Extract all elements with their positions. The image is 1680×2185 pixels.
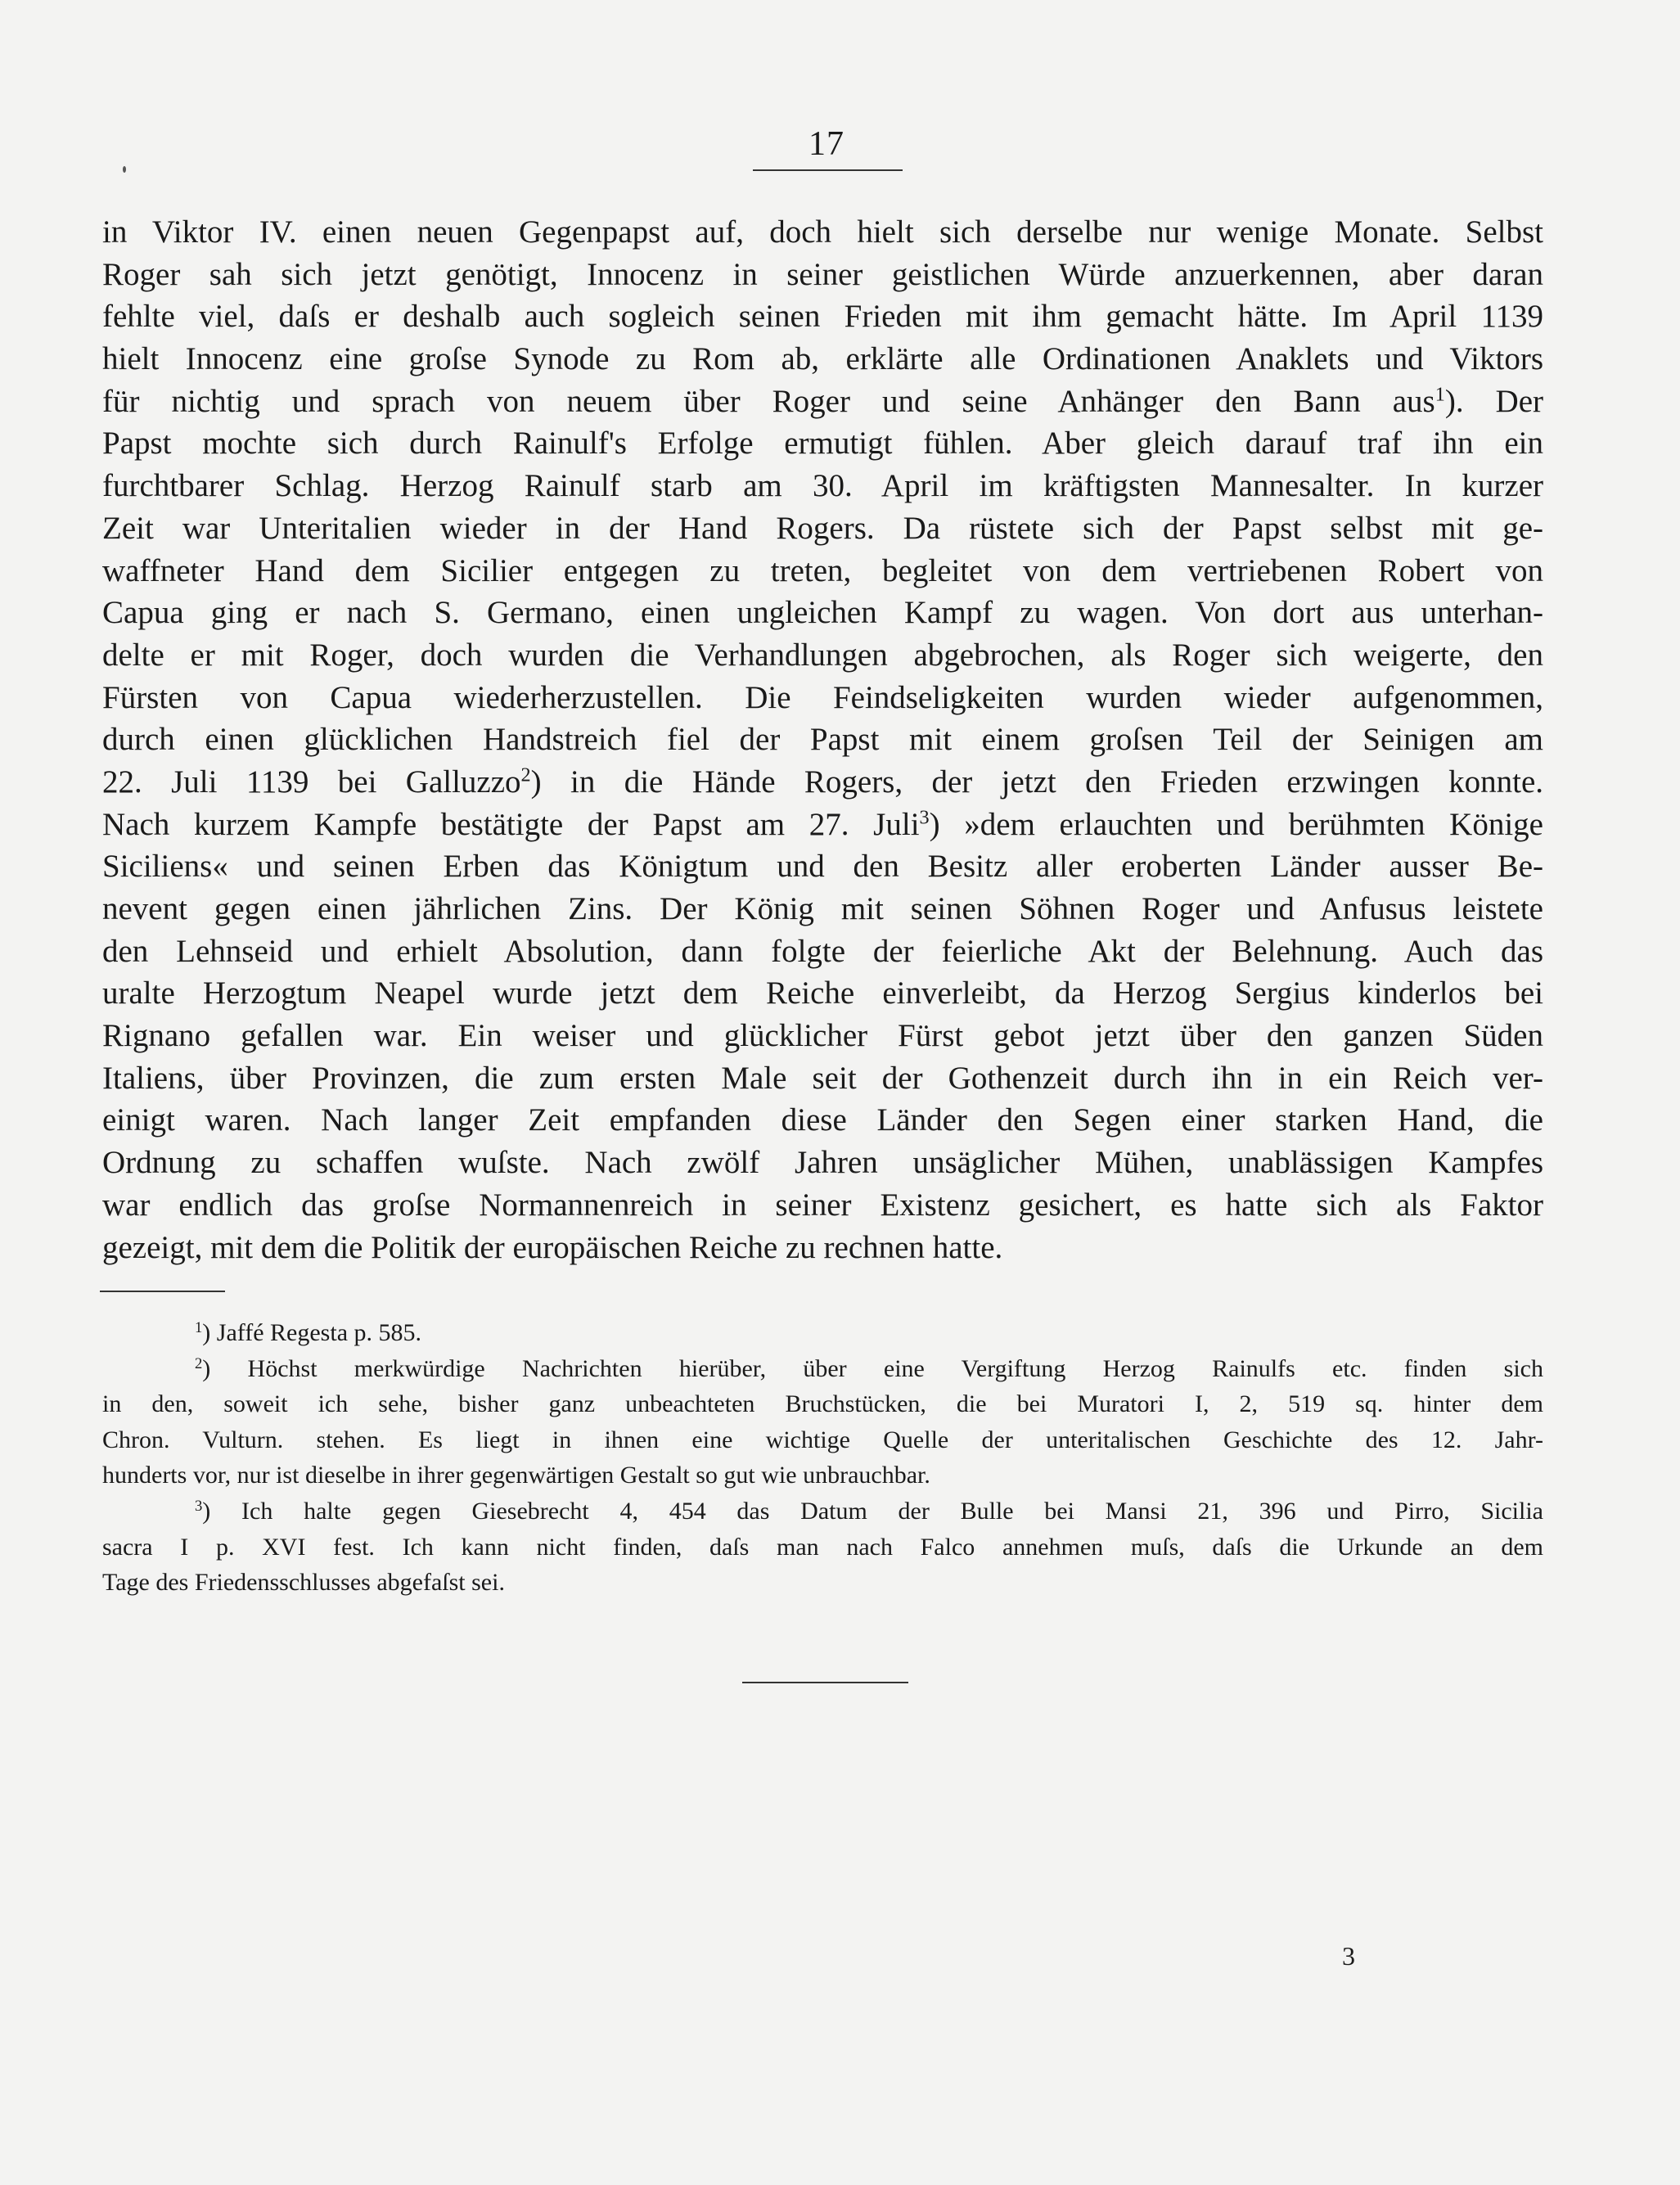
footnote-line: hunderts vor, nur ist dieselbe in ihrer gegenwärtigen Gestalt so gut wie unbrauchbar.: [102, 1462, 930, 1489]
text-line: Zeit war Unteritalien wieder in der Hand Rogers. Da rüstete sich der Papst selbst mit ge-: [102, 510, 1543, 546]
text-line: Rignano gefallen war. Ein weiser und glücklicher Fürst gebot jetzt über den ganzen Süden: [102, 1018, 1543, 1054]
text-line: hielt Innocenz eine groſse Synode zu Rom ab, erklärte alle Ordinationen Anaklets und Viktors: [102, 341, 1543, 377]
footnote-marker: 3: [195, 1497, 203, 1515]
text-segment: ) »dem erlauchten und berühmten Könige: [929, 806, 1543, 842]
footnote-line: $^2$) Höchst merkwürdige Nachrichten hierüber, über eine Vergiftung Herzog Rainulfs etc. finden sich: [195, 1354, 1543, 1382]
footnote-text: Jaffé Regesta p. 585.: [216, 1319, 422, 1346]
footnote-2: [102, 1351, 1543, 1493]
text-line: nevent gegen einen jährlichen Zins. Der König mit seinen Söhnen Roger und Anfusus leistete: [102, 891, 1543, 926]
text-segment: 22. Juli 1139 bei Galluzzo: [102, 764, 521, 800]
footnote-ref-3[interactable]: 3: [919, 806, 930, 829]
text-line: uralte Herzogtum Neapel wurde jetzt dem Reiche einverleibt, da Herzog Sergius kinderlos bei: [102, 975, 1543, 1011]
text-line: Papst mochte sich durch Rainulf's Erfolge ermutigt fühlen. Aber gleich darauf traf ihn ein: [102, 426, 1543, 462]
text-line: durch einen glücklichen Handstreich fiel der Papst mit einem groſsen Teil der Seinigen am: [102, 722, 1543, 758]
page-number: 17: [808, 125, 845, 163]
text-line: Roger sah sich jetzt genötigt, Innocenz in seiner geistlichen Würde anzuerkennen, aber daran: [102, 256, 1543, 292]
text-line: furchtbarer Schlag. Herzog Rainulf starb am 30. April im kräftigsten Mannesalter. In kurzer: [102, 468, 1543, 504]
footnote-marker: 2: [195, 1354, 203, 1372]
footnote-separator: [100, 1291, 225, 1292]
text-line: fehlte viel, daſs er deshalb auch sogleich seinen Frieden mit ihm gemacht hätte. Im April 1139: [102, 299, 1543, 335]
text-line: Italiens, über Provinzen, die zum ersten Male seit der Gothenzeit durch ihn in ein Reich ver-: [102, 1060, 1543, 1096]
text-line: [102, 761, 1543, 804]
footnote-marker: 1: [195, 1318, 203, 1336]
text-line: einigt waren. Nach langer Zeit empfanden diese Länder den Segen einer starken Hand, die: [102, 1102, 1543, 1138]
footnote-ref-2[interactable]: 2: [520, 764, 531, 786]
footnote-1: [102, 1315, 1543, 1351]
text-segment: ) in die Hände Rogers, der jetzt den Frieden erzwingen konnte.: [530, 764, 1544, 800]
end-rule: [742, 1682, 908, 1683]
text-line: in Viktor IV. einen neuen Gegenpapst auf, doch hielt sich derselbe nur wenige Monate. Selbst: [102, 214, 1543, 250]
text-segment: für nichtig und sprach von neuem über Roger und seine Anhänger den Bann aus: [102, 383, 1435, 419]
footnote-line: $^3$) Ich halte gegen Giesebrecht 4, 454 das Datum der Bulle bei Mansi 21, 396 und Pirro, Sicilia: [195, 1497, 1543, 1525]
header-rule: [753, 169, 903, 171]
footnote-line: Tage des Friedensschlusses abgefaſst sei.: [102, 1569, 505, 1597]
text-line: Fürsten von Capua wiederherzustellen. Die Feindseligkeiten wurden wieder aufgenommen,: [102, 679, 1543, 715]
footnote-line: sacra I p. XVI fest. Ich kann nicht finden, daſs man nach Falco annehmen muſs, daſs die Urkunde an dem: [102, 1533, 1543, 1561]
text-segment: Nach kurzem Kampfe bestätigte der Papst am 27. Juli: [102, 806, 920, 842]
footnote-line: $^1$) Jaffé Regesta p. 585.: [195, 1318, 422, 1346]
footnote-text: Höchst merkwürdige Nachrichten hierüber, über eine Vergiftung Herzog Rainulfs etc. finden sich: [247, 1354, 1543, 1382]
footnote-3: [102, 1493, 1543, 1601]
scan-speck: [123, 166, 126, 173]
footnote-ref-1[interactable]: 1: [1435, 383, 1445, 406]
main-text-block: [102, 211, 1543, 1268]
text-line: Siciliens« und seinen Erben das Königtum und den Besitz aller eroberten Länder ausser Be-: [102, 849, 1543, 885]
signature-mark: 3: [1342, 1941, 1355, 1971]
footnote-line: in den, soweit ich sehe, bisher ganz unbeachteten Bruchstücken, die bei Muratori I, 2, 519 sq. hinter dem: [102, 1390, 1543, 1418]
text-line: waffneter Hand dem Sicilier entgegen zu treten, begleitet von dem vertriebenen Robert von: [102, 552, 1543, 588]
text-line: [102, 804, 1543, 846]
footnote-line: Chron. Vulturn. stehen. Es liegt in ihnen eine wichtige Quelle der unteritalischen Geschichte des 12. Jahr-: [102, 1426, 1543, 1453]
footnotes-block: [102, 1315, 1543, 1601]
text-line: den Lehnseid und erhielt Absolution, dann folgte der feierliche Akt der Belehnung. Auch das: [102, 933, 1543, 969]
text-line: [102, 381, 1543, 423]
text-line: Ordnung zu schaffen wuſste. Nach zwölf Jahren unsäglicher Mühen, unablässigen Kampfes: [102, 1145, 1543, 1181]
text-segment: ). Der: [1444, 383, 1544, 419]
text-line: Capua ging er nach S. Germano, einen ungleichen Kampf zu wagen. Von dort aus unterhan-: [102, 595, 1543, 631]
footnote-text: Ich halte gegen Giesebrecht 4, 454 das Datum der Bulle bei Mansi 21, 396 und Pirro, Sicilia: [241, 1497, 1543, 1525]
text-line: delte er mit Roger, doch wurden die Verhandlungen abgebrochen, als Roger sich weigerte, den: [102, 637, 1543, 673]
text-line: gezeigt, mit dem die Politik der europäischen Reiche zu rechnen hatte.: [102, 1229, 1003, 1265]
text-line: war endlich das groſse Normannenreich in seiner Existenz gesichert, es hatte sich als Faktor: [102, 1187, 1543, 1223]
